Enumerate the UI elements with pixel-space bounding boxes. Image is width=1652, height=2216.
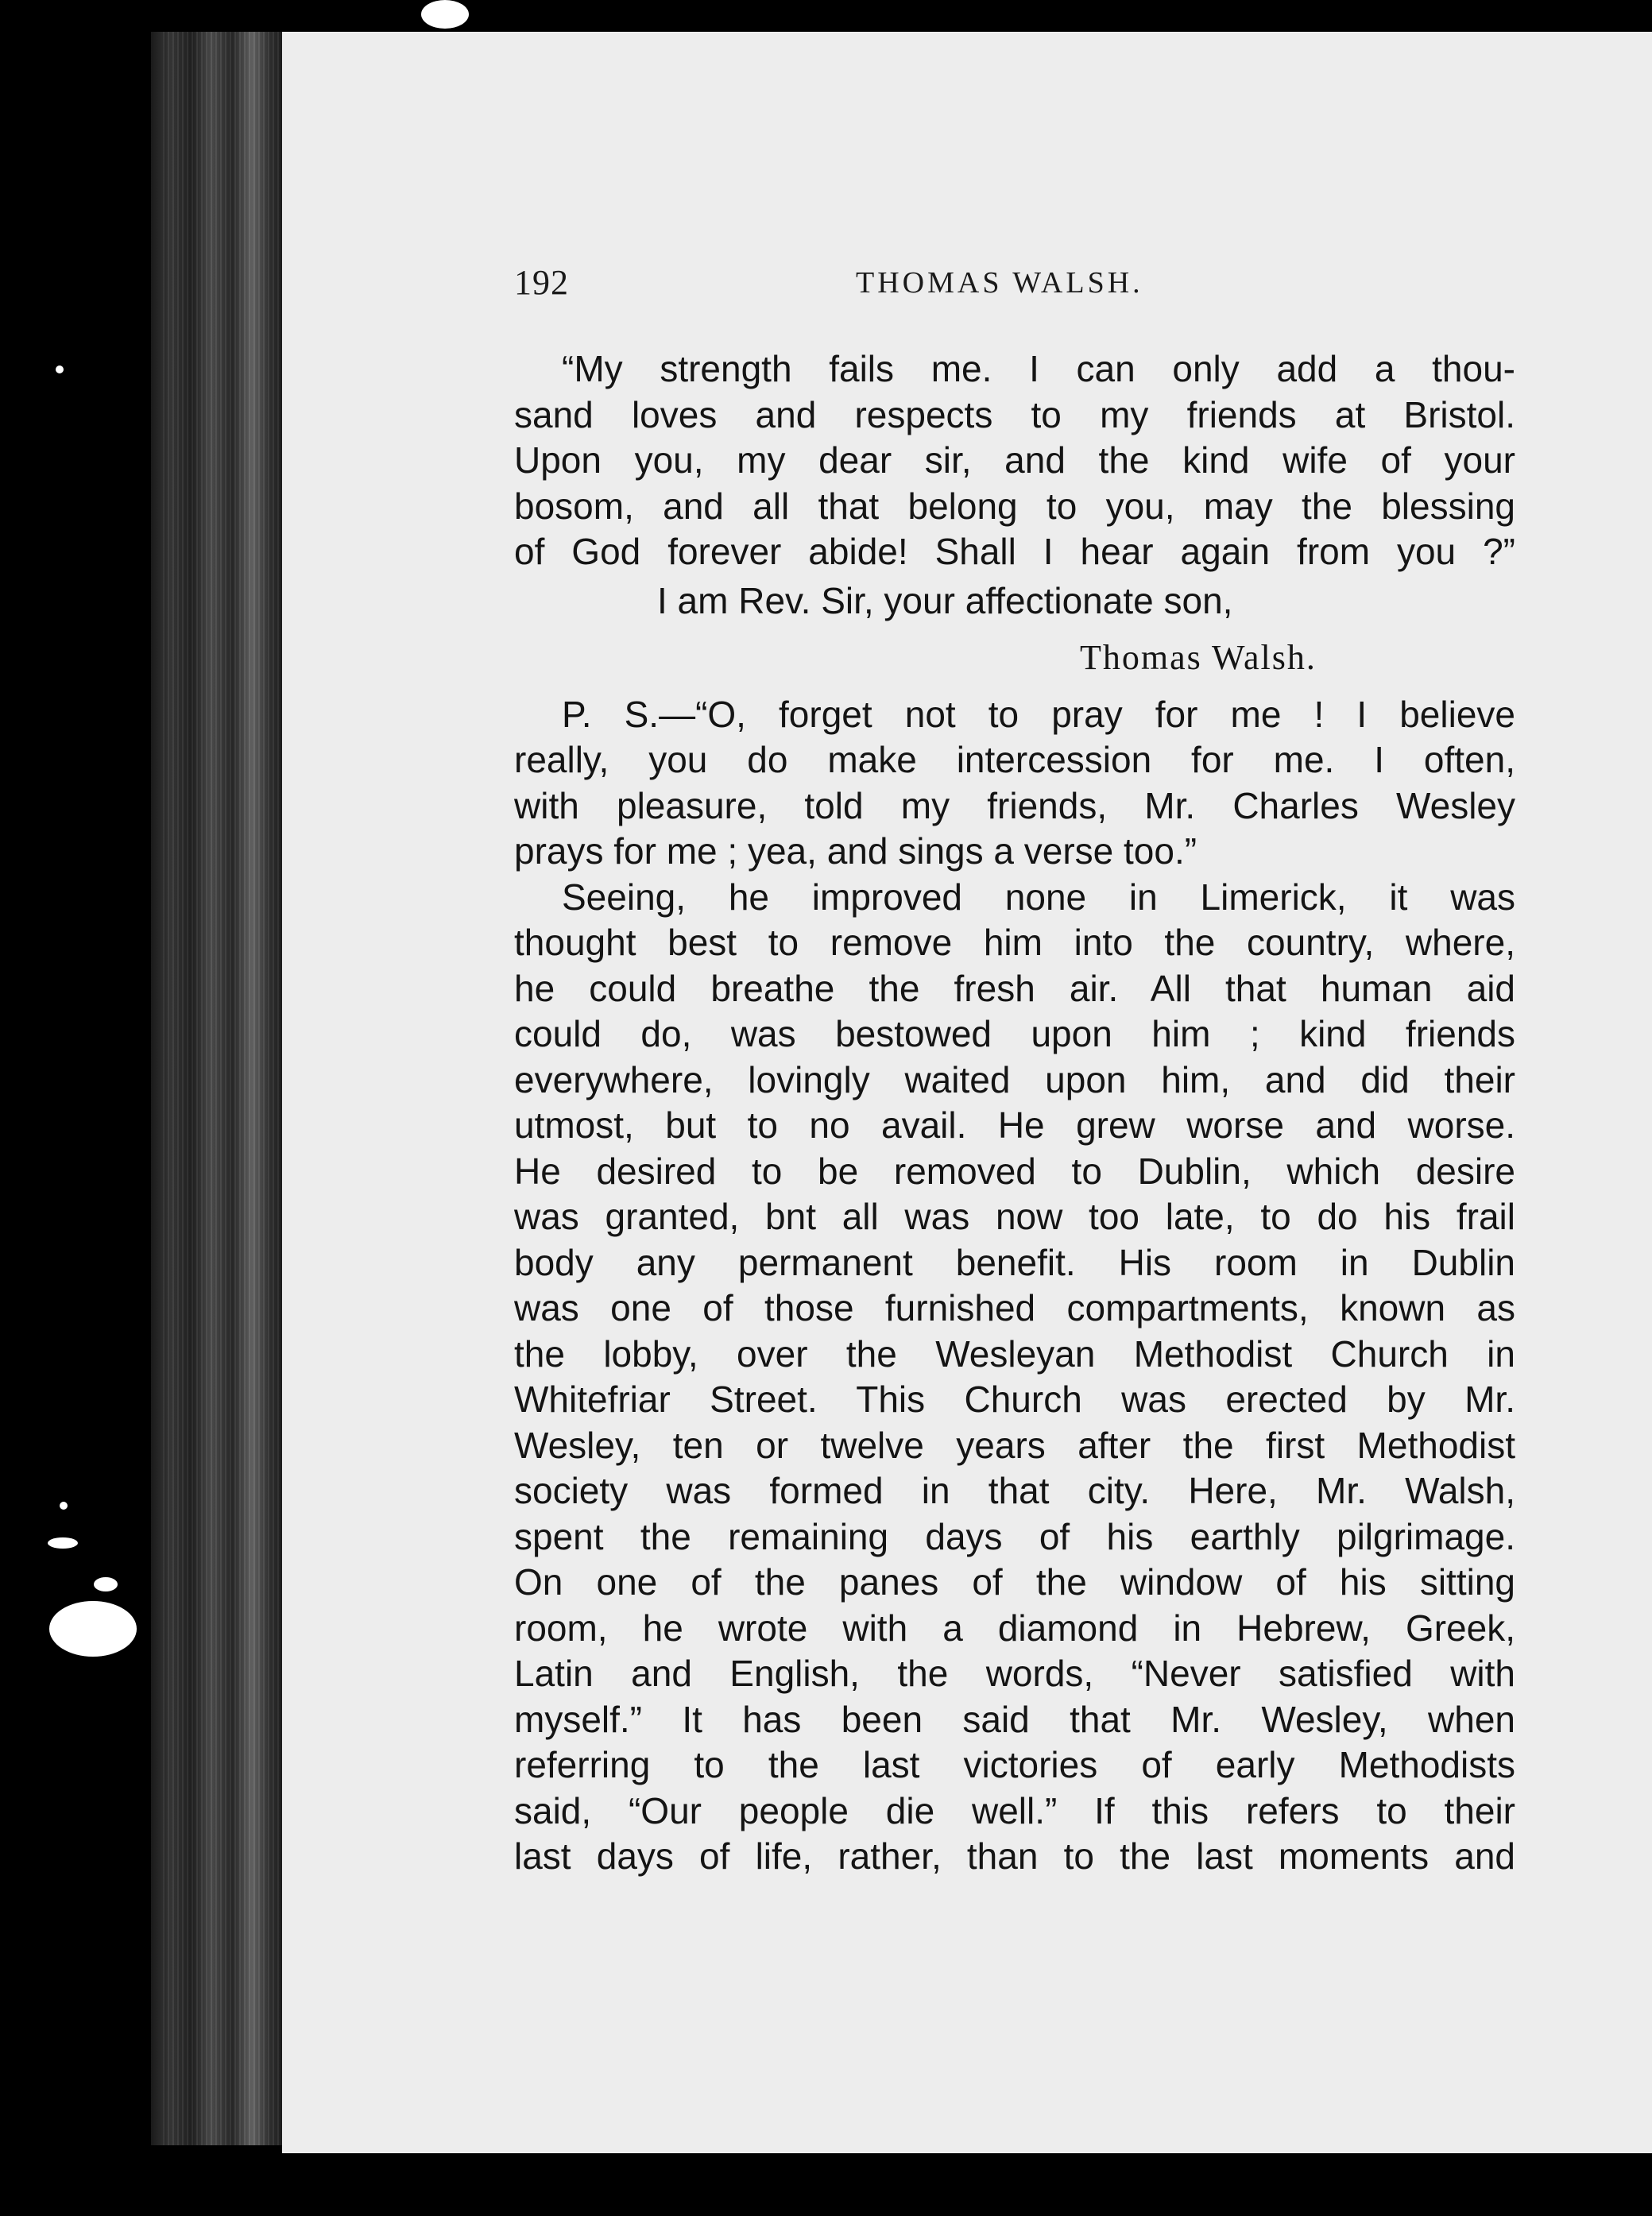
text-line: spent the remaining days of his earthly pilgrimage. — [514, 1515, 1515, 1557]
text-line: thought best to remove him into the country, where, — [514, 922, 1515, 963]
text-line: Wesley, ten or twelve years after the first Methodist — [514, 1424, 1515, 1466]
letter-paragraph — [514, 346, 1515, 575]
text-line: room, he wrote with a diamond in Hebrew, Greek, — [514, 1607, 1515, 1649]
running-head: THOMAS WALSH. — [856, 266, 1143, 300]
page-header — [514, 262, 1515, 310]
postscript-paragraph — [514, 692, 1515, 875]
page-number: 192 — [514, 263, 569, 302]
text-line: of God forever abide! Shall I hear again from you ?” — [514, 531, 1515, 572]
text-line: said, “Our people die well.” If this refers to their — [514, 1789, 1515, 1831]
text-line: utmost, but to no avail. He grew worse and worse. — [514, 1104, 1515, 1146]
text-line: was one of those furnished compartments, known as — [514, 1287, 1515, 1328]
speck — [60, 1502, 68, 1510]
text-line: body any permanent benefit. His room in Dublin — [514, 1241, 1515, 1283]
text-line: He desired to be removed to Dublin, which desire — [514, 1150, 1515, 1192]
speck — [421, 0, 469, 29]
letter-closing: I am Rev. Sir, your affectionate son, — [657, 579, 1233, 621]
text-line: the lobby, over the Wesleyan Methodist Church in — [514, 1332, 1515, 1375]
text-line: was granted, bnt all was now too late, to do his frail — [514, 1196, 1515, 1237]
text-line: could do, was bestowed upon him ; kind friends — [514, 1013, 1515, 1054]
body-text — [514, 346, 1515, 1880]
text-line: prays for me ; yea, and sings a verse too.” — [514, 830, 1197, 872]
text-line: Upon you, my dear sir, and the kind wife of your — [514, 439, 1515, 481]
narrative-paragraph — [514, 875, 1515, 1880]
text-line: society was formed in that city. Here, Mr. Walsh, — [514, 1470, 1515, 1511]
speck — [49, 1601, 137, 1657]
text-line: myself.” It has been said that Mr. Wesley, when — [514, 1698, 1515, 1740]
text-line: Whitefriar Street. This Church was erected by Mr. — [514, 1379, 1515, 1420]
text-line: sand loves and respects to my friends at Bristol. — [514, 393, 1515, 435]
text-line: “My strength fails me. I can only add a thou- — [562, 348, 1515, 389]
text-line: with pleasure, told my friends, Mr. Charles Wesley — [514, 784, 1515, 826]
text-line: he could breathe the fresh air. All that human aid — [514, 967, 1515, 1009]
text-line: Latin and English, the words, “Never satisfied with — [514, 1653, 1515, 1694]
text-line: referring to the last victories of early Methodists — [514, 1744, 1515, 1785]
speck — [48, 1537, 78, 1549]
spine-texture — [163, 32, 282, 2145]
speck — [56, 365, 64, 373]
text-line: Seeing, he improved none in Limerick, it was — [562, 876, 1515, 918]
text-line: everywhere, lovingly waited upon him, and did their — [514, 1058, 1515, 1100]
speck — [94, 1577, 118, 1591]
text-line: P. S.—“O, forget not to pray for me ! I believe — [562, 693, 1515, 735]
letter-signature: Thomas Walsh. — [1080, 638, 1317, 677]
text-line: last days of life, rather, than to the last moments and — [514, 1835, 1515, 1877]
text-line: really, you do make intercession for me. I often, — [514, 739, 1515, 780]
text-line: On one of the panes of the window of his sitting — [514, 1561, 1515, 1603]
text-line: bosom, and all that belong to you, may the blessing — [514, 485, 1515, 527]
